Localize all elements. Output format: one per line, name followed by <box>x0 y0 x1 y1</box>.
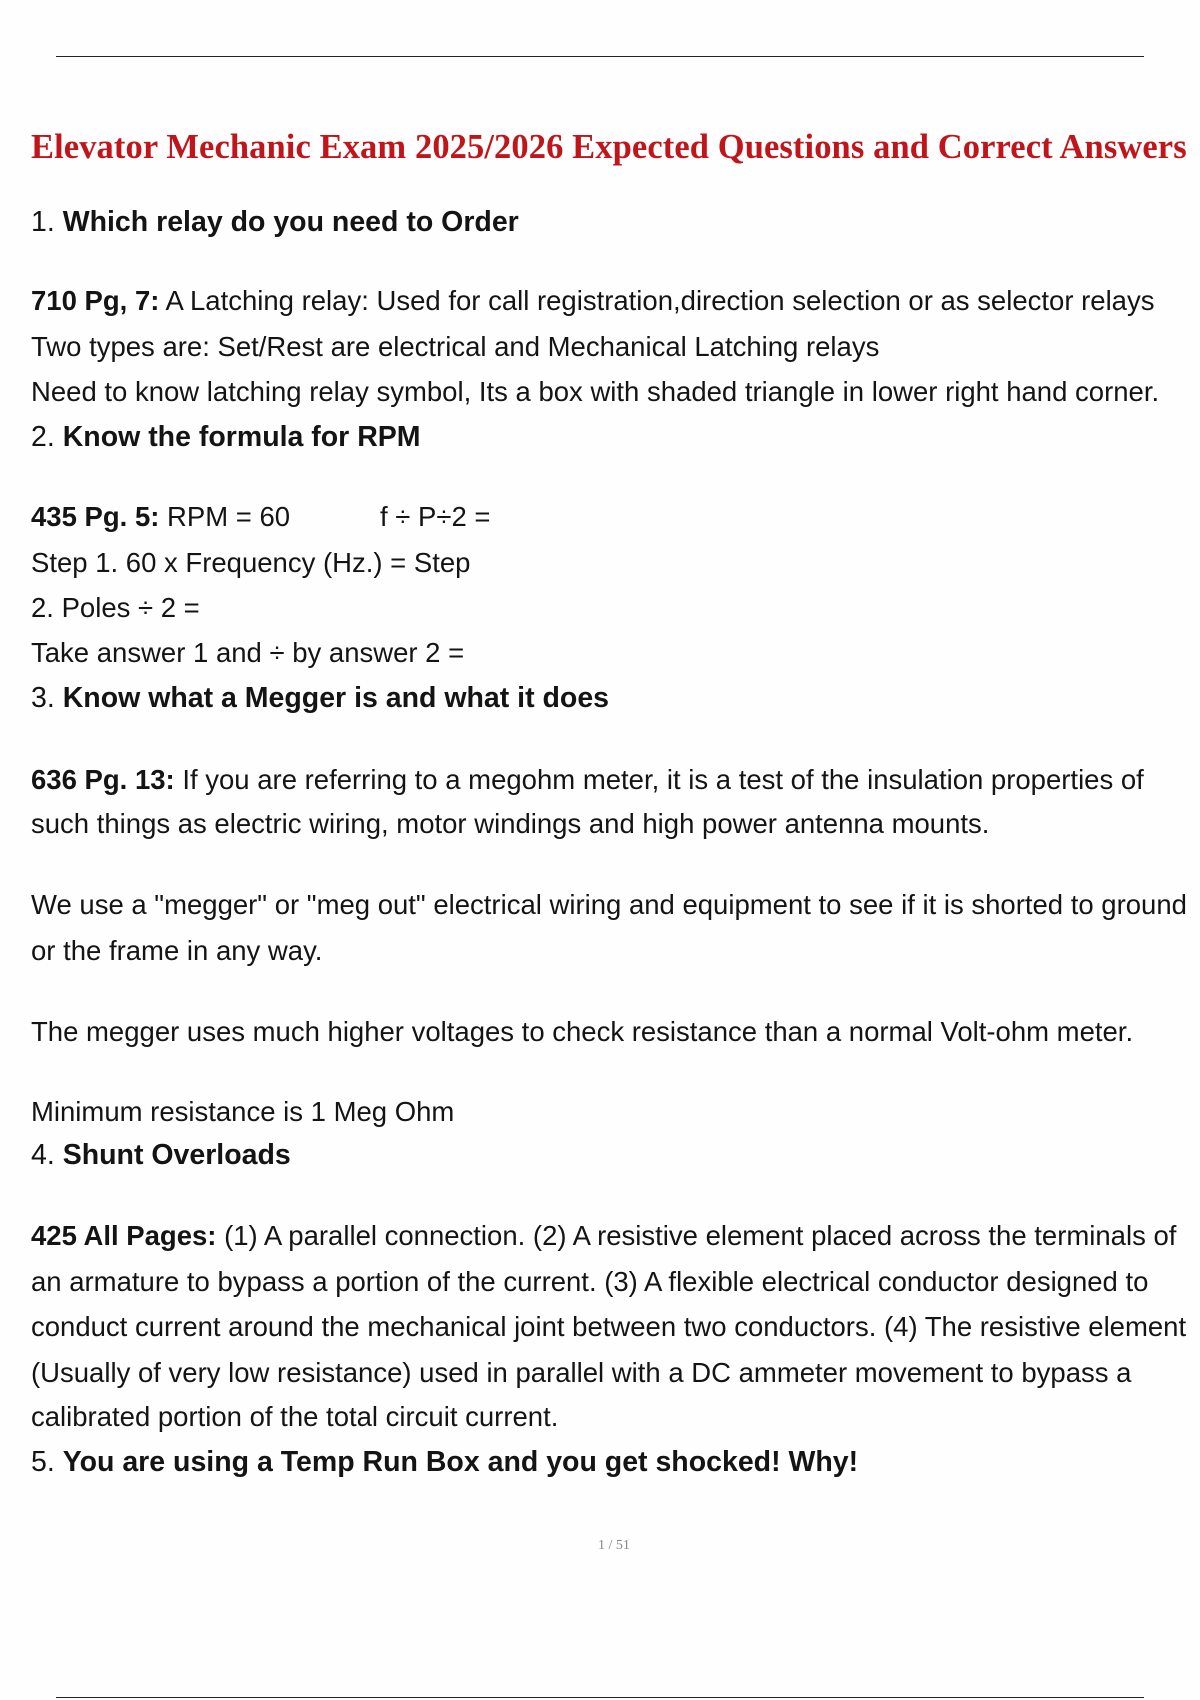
answer-reference: 425 All Pages: <box>31 1220 217 1251</box>
answer-4-line-4: (Usually of very low resistance) used in parallel with a DC ammeter movement to bypass a <box>31 1357 1132 1388</box>
answer-1-line-1 <box>31 284 1154 317</box>
answer-4-line-5: calibrated portion of the total circuit current. <box>31 1401 559 1432</box>
answer-3-line-2: such things as electric wiring, motor windings and high power antenna mounts. <box>31 808 990 839</box>
answer-4-line-2: an armature to bypass a portion of the current. (3) A flexible electrical conductor designed to <box>31 1266 1149 1297</box>
answer-reference: 435 Pg. 5: <box>31 501 160 532</box>
footer-rule <box>56 1697 1144 1698</box>
question-4 <box>31 1138 291 1172</box>
question-5 <box>31 1445 858 1479</box>
answer-2-line-1: Step 1. 60 x Frequency (Hz.) = Step <box>31 547 471 578</box>
answer-2-line-2: 2. Poles ÷ 2 = <box>31 592 200 623</box>
answer-1-line-3: Need to know latching relay symbol, Its a box with shaded triangle in lower right hand corner. <box>31 376 1160 407</box>
answer-4-line-3: conduct current around the mechanical joint between two conductors. (4) The resistive element <box>31 1311 1187 1342</box>
answer-3-line-6: Minimum resistance is 1 Meg Ohm <box>31 1096 455 1127</box>
answer-3-line-3: We use a "megger" or "meg out" electrical wiring and equipment to see if it is shorted to ground <box>31 889 1187 920</box>
answer-reference: 710 Pg, 7: <box>31 285 160 316</box>
question-number: 1. <box>31 206 55 238</box>
answer-reference: 636 Pg. 13: <box>31 764 175 795</box>
page-number: 1 / 51 <box>598 1538 630 1553</box>
question-number: 4. <box>31 1139 55 1171</box>
question-number: 3. <box>31 682 55 714</box>
answer-3-line-5: The megger uses much higher voltages to check resistance than a normal Volt-ohm meter. <box>31 1016 1134 1047</box>
answer-2-formula <box>31 500 290 533</box>
question-text: Shunt Overloads <box>62 1139 291 1171</box>
formula-right: f ÷ P÷2 = <box>380 501 491 532</box>
question-number: 2. <box>31 421 55 453</box>
answer-2-line-3: Take answer 1 and ÷ by answer 2 = <box>31 637 465 668</box>
answer-1-line-2: Two types are: Set/Rest are electrical and Mechanical Latching relays <box>31 331 880 362</box>
answer-3-line-1 <box>31 763 1144 796</box>
question-1 <box>31 205 519 239</box>
answer-4-line-1 <box>31 1219 1176 1252</box>
question-3 <box>31 681 609 715</box>
answer-3-line-4: or the frame in any way. <box>31 935 323 966</box>
answer-text: A Latching relay: Used for call registration,direction selection or as selector relays <box>165 285 1155 316</box>
question-text: Know what a Megger is and what it does <box>62 682 610 714</box>
question-text: Know the formula for RPM <box>62 421 421 453</box>
formula-left: RPM = 60 <box>167 501 291 532</box>
document-title: Elevator Mechanic Exam 2025/2026 Expected Questions and Correct Answers <box>31 128 1187 166</box>
header-rule <box>56 56 1144 57</box>
answer-text: (1) A parallel connection. (2) A resistive element placed across the terminals of <box>224 1220 1177 1251</box>
question-text: Which relay do you need to Order <box>62 206 519 238</box>
question-text: You are using a Temp Run Box and you get shocked! Why! <box>62 1446 859 1478</box>
answer-text: If you are referring to a megohm meter, it is a test of the insulation properties of <box>182 764 1144 795</box>
question-2 <box>31 420 421 454</box>
question-number: 5. <box>31 1446 55 1478</box>
